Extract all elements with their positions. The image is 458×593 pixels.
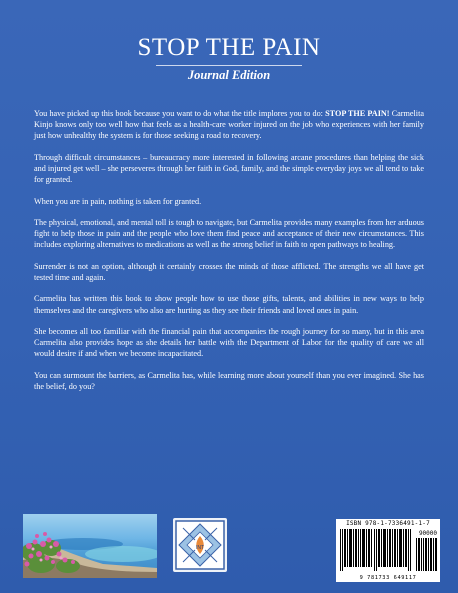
publisher-logo-text: INT (195, 545, 205, 551)
coastal-flowers-photo (23, 514, 157, 578)
blurb-paragraph-5: Surrender is not an option, although it certainly crosses the minds of those afflicted. The strengths we all have get tested time and again. (34, 261, 424, 282)
blurb-paragraph-4: The physical, emotional, and mental toll is tough to navigate, but Carmelita provides many examples from her arduous fight to help those in pain and the people who love them find peace and acceptance of their new circumstances. This includes exploring alternatives to medications as well as the strong belief in faith to open pathways to healing. (34, 217, 424, 250)
book-subtitle: Journal Edition (187, 68, 271, 82)
blurb-paragraph-8: You can surmount the barriers, as Carmelita has, while learning more about yourself than you ever imagined. She has the belief, do you? (34, 370, 424, 391)
ean-digits: 9 781733 649117 (359, 575, 417, 581)
blurb-p1-bold: STOP THE PAIN! (325, 109, 390, 118)
isbn-number: ISBN 978-1-7336491-1-7 (346, 520, 430, 527)
blurb-paragraph-7: She becomes all too familiar with the financial pain that accompanies the rough journey for so many, but in this area Carmelita also provides hope as she details her battle with the Department of Labor for the quality of care we all would desire if and when we become incapacitated. (34, 326, 424, 359)
blurb-paragraph-1 (34, 108, 424, 142)
blurb (34, 108, 424, 402)
publisher-logo-icon (173, 518, 227, 572)
title-divider (156, 65, 302, 66)
publisher-logo (173, 518, 227, 572)
blurb-paragraph-2: Through difficult circumstances – bureaucracy more interested in following arcane procedures than helping the sick and injured get well – she perseveres through her faith in God, family, and the simple everyday joys we all tend to take for granted. (34, 152, 424, 185)
ean-barcode-bars (340, 529, 412, 571)
blurb-p1-lead: You have picked up this book because you want to do what the title implores you to do: (34, 109, 326, 118)
book-title: STOP THE PAIN (137, 34, 321, 61)
blurb-paragraph-6: Carmelita has written this book to show people how to use those gifts, talents, and abilities in new ways to help themselves and the caregivers who also are hurting as they see their friends and loved ones in pain. (34, 294, 424, 315)
blurb-p1-rest: Carmelita Kinjo knows only too well how that feels as a health-care worker injured on the job who experiences with her family just how unhealthy the system is for those seeking a road to recovery. (34, 109, 424, 141)
isbn-barcode (336, 519, 440, 582)
price-code: 90000 (418, 530, 437, 537)
price-addon-bars (416, 538, 437, 571)
blurb-paragraph-3: When you are in pain, nothing is taken for granted. (34, 196, 202, 206)
photo-illustration (23, 514, 157, 578)
